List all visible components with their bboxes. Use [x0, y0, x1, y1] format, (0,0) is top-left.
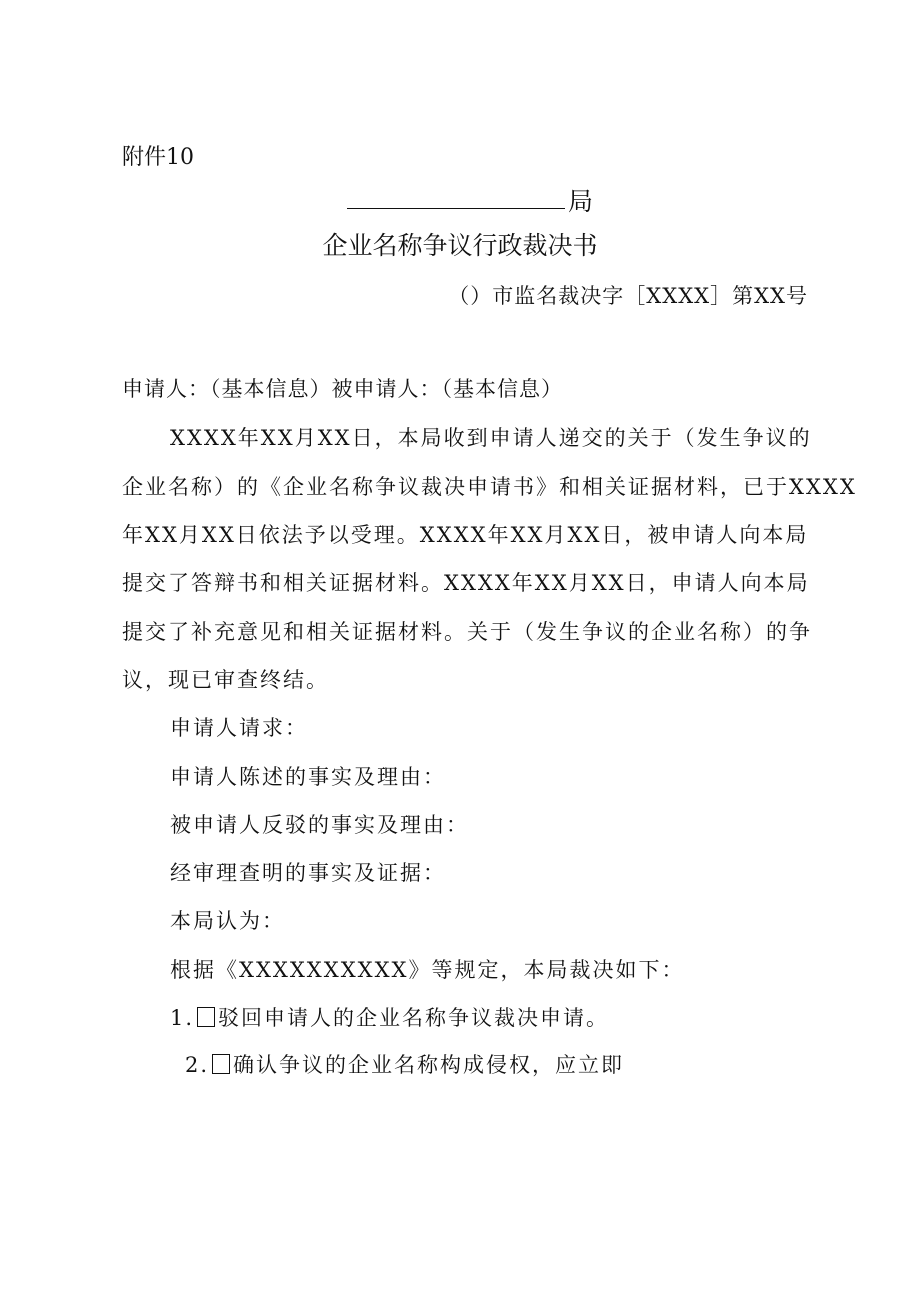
- body-line: 企业名称）的《企业名称争议裁决申请书》和相关证据材料，已于XXXX: [122, 475, 857, 499]
- section-applicant-facts: 申请人陈述的事实及理由：: [170, 765, 446, 789]
- section-bureau-opinion: 本局认为：: [170, 909, 285, 933]
- parties-info: 申请人：（基本信息）被申请人：（基本信息）: [122, 377, 563, 401]
- option-number: 2.: [185, 1053, 210, 1077]
- body-line: XXXX年XX月XX日，本局收到申请人递交的关于（发生争议的: [170, 426, 812, 450]
- body-line: 议，现已审查终结。: [122, 668, 329, 692]
- ruling-option: [185, 1049, 624, 1079]
- body-line: 提交了答辩书和相关证据材料。XXXX年XX月XX日，申请人向本局: [122, 571, 810, 595]
- ruling-intro: 根据《XXXXXXXXXX》等规定，本局裁决如下：: [170, 958, 685, 982]
- bureau-suffix: 局: [568, 187, 594, 216]
- document-number: （）市监名裁决字［XXXX］第XX号: [448, 284, 808, 308]
- document-title: 企业名称争议行政裁决书: [322, 231, 598, 260]
- body-line: 提交了补充意见和相关证据材料。关于（发生争议的企业名称）的争: [122, 620, 812, 644]
- bureau-name-blank-line: [347, 208, 565, 209]
- option-checkbox[interactable]: [197, 1007, 215, 1027]
- section-request: 申请人请求：: [170, 716, 308, 740]
- body-line: 年XX月XX日依法予以受理。XXXX年XX月XX日，被申请人向本局: [122, 523, 809, 547]
- section-respondent-facts: 被申请人反驳的事实及理由：: [170, 813, 469, 837]
- option-number: 1.: [170, 1006, 195, 1030]
- ruling-option: [170, 1002, 609, 1032]
- section-verified-facts: 经审理查明的事实及证据：: [170, 861, 446, 885]
- option-text: 确认争议的企业名称构成侵权，应立即: [233, 1053, 625, 1077]
- option-text: 驳回申请人的企业名称争议裁决申请。: [218, 1006, 610, 1030]
- option-checkbox[interactable]: [212, 1054, 230, 1074]
- attachment-label: 附件10: [122, 145, 194, 170]
